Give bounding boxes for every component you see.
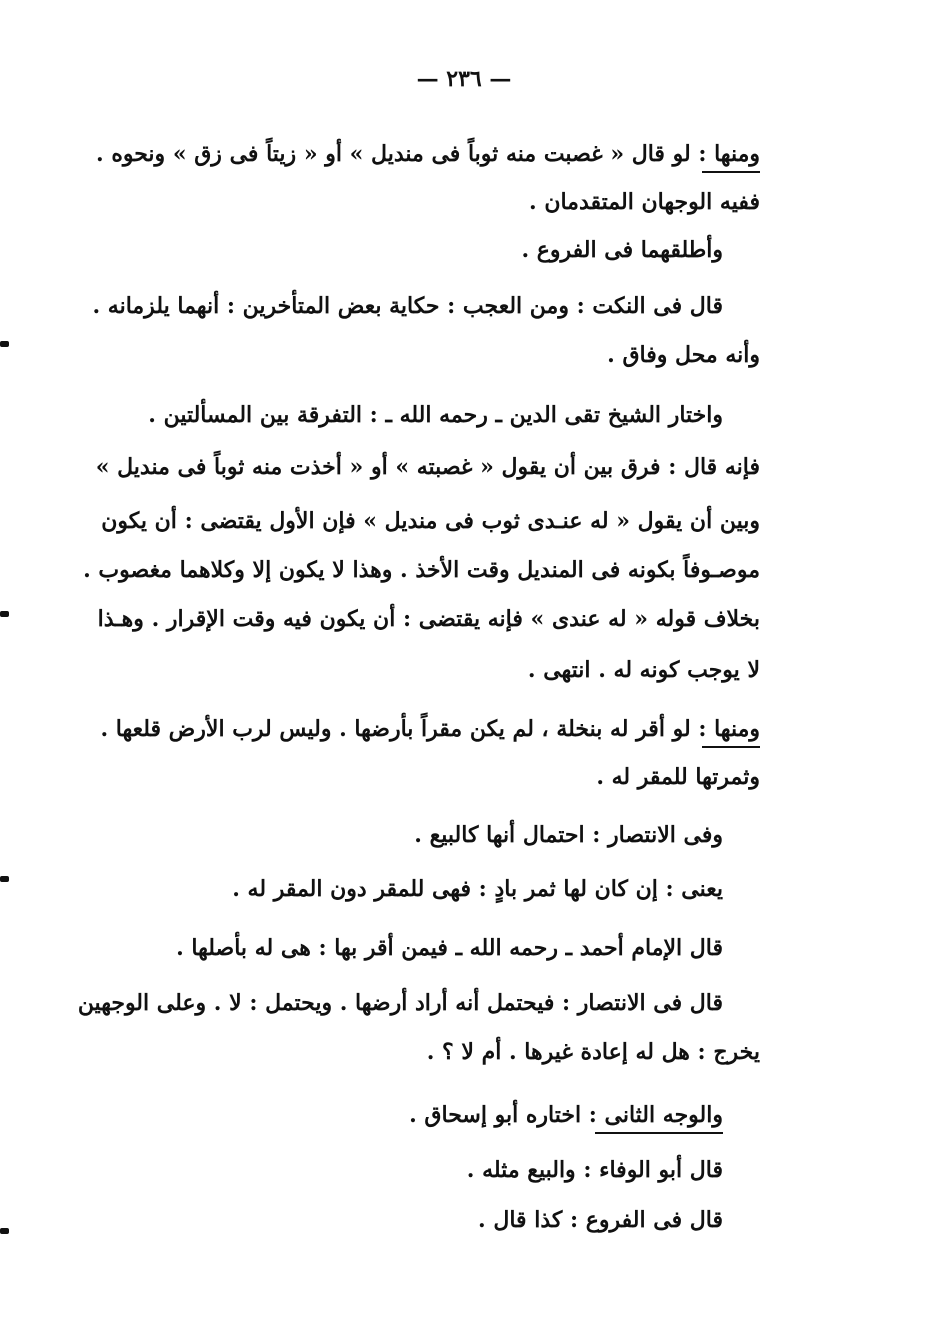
- scan-edge-mark: [0, 341, 9, 347]
- text-line: قال فى النكت : ومن العجب : حكاية بعض المتأخرين : أنهما يلزمانه .: [92, 293, 723, 319]
- text-line: وثمرتها للمقر له .: [596, 764, 760, 790]
- text-line: قال فى الانتصار : فيحتمل أنه أراد أرضها . ويحتمل : لا . وعلى الوجهين: [77, 990, 723, 1016]
- text-line: قال الإمام أحمد ـ رحمه الله ـ فيمن أقر بها : هى له بأصلها .: [176, 935, 723, 961]
- scan-edge-mark: [0, 611, 9, 617]
- text-line: بخلاف قوله « له عندى » فإنه يقتضى : أن يكون فيه وقت الإقرار . وهـذا: [97, 606, 760, 632]
- text-line: ومنها : لو أقر له بنخلة ، لم يكن مقراً بأرضها . وليس لرب الأرض قلعها .: [100, 716, 760, 742]
- page-number: — ٢٣٦ —: [416, 66, 512, 92]
- text-line: فإنه قال : فرق بين أن يقول « غصبته » أو « أخذت منه ثوباً فى منديل »: [95, 454, 760, 480]
- text-line: واختار الشيخ تقى الدين ـ رحمه الله ـ : التفرقة بين المسألتين .: [148, 402, 723, 428]
- text-line: يعنى : إن كان لها ثمر بادٍ : فهى للمقر دون المقر له .: [232, 876, 723, 902]
- text-line: وأنه محل وفاق .: [607, 342, 760, 368]
- text-line: ففيه الوجهان المتقدمان .: [529, 189, 760, 215]
- text-line: وفى الانتصار : احتمال أنها كالبيع .: [414, 822, 723, 848]
- text-line: موصـوفاً بكونه فى المنديل وقت الأخذ . وهذا لا يكون إلا وكلاهما مغصوب .: [83, 557, 760, 583]
- text-line: وبين أن يقول « له عنـدى ثوب فى منديل » فإن الأول يقتضى : أن يكون: [101, 508, 760, 534]
- text-line: لا يوجب كونه له . انتهى .: [527, 657, 760, 683]
- scan-edge-mark: [0, 876, 9, 882]
- text-line: يخرج : هل له إعادة غيرها . أم لا ؟ .: [426, 1039, 760, 1065]
- text-line: قال أبو الوفاء : والبيع مثله .: [466, 1157, 723, 1183]
- text-line: والوجه الثانى : اختاره أبو إسحاق .: [409, 1102, 723, 1128]
- text-line: قال فى الفروع : كذا قال .: [478, 1207, 723, 1233]
- text-line: ومنها : لو قال « غصبت منه ثوباً فى منديل » أو « زيتاً فى زق » ونحوه .: [96, 141, 760, 167]
- text-line: وأطلقهما فى الفروع .: [521, 237, 723, 263]
- scan-edge-mark: [0, 1228, 9, 1234]
